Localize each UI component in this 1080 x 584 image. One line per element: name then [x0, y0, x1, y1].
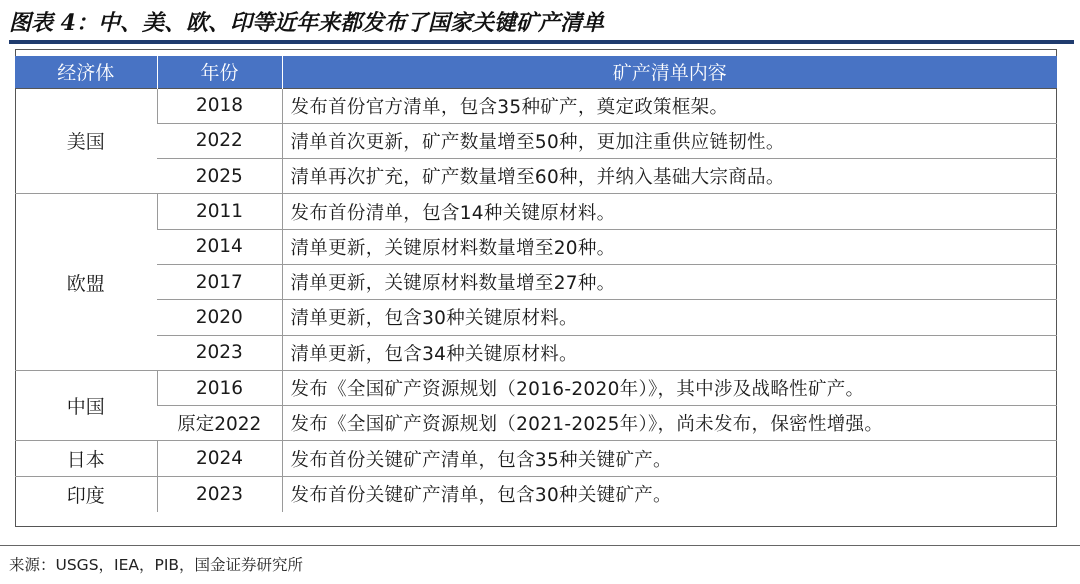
content-cell: 发布首份清单，包含14种关键原材料。 [282, 194, 1057, 229]
year-cell: 2016 [157, 370, 282, 405]
year-cell: 2025 [157, 159, 282, 194]
year-cell: 2024 [157, 441, 282, 476]
table-header-row [15, 56, 1057, 88]
economy-cell-eu: 欧盟 [15, 194, 157, 370]
table-row [15, 476, 1057, 511]
content-cell: 清单更新，关键原材料数量增至20种。 [282, 229, 1057, 264]
table-row [15, 229, 1057, 264]
table-row [15, 88, 1057, 123]
table-row [15, 264, 1057, 299]
title-underline [9, 40, 1074, 44]
economy-cell-china: 中国 [15, 370, 157, 441]
table-row [15, 406, 1057, 441]
mineral-list-table [15, 56, 1057, 512]
year-cell: 原定2022 [157, 406, 282, 441]
table-row [15, 370, 1057, 405]
economy-cell-usa: 美国 [15, 88, 157, 194]
content-cell: 发布首份关键矿产清单，包含30种关键矿产。 [282, 476, 1057, 511]
content-cell: 发布首份官方清单，包含35种矿产，奠定政策框架。 [282, 88, 1057, 123]
economy-cell-india: 印度 [15, 476, 157, 511]
content-cell: 清单更新，包含34种关键原材料。 [282, 335, 1057, 370]
table-row [15, 441, 1057, 476]
figure-title: 图表 4：中、美、欧、印等近年来都发布了国家关键矿产清单 [9, 10, 604, 36]
header-economy: 经济体 [15, 56, 157, 88]
content-cell: 发布《全国矿产资源规划（2016-2020年）》，其中涉及战略性矿产。 [282, 370, 1057, 405]
year-cell: 2023 [157, 335, 282, 370]
year-cell: 2018 [157, 88, 282, 123]
content-cell: 清单更新，关键原材料数量增至27种。 [282, 264, 1057, 299]
year-cell: 2023 [157, 476, 282, 511]
year-cell: 2017 [157, 264, 282, 299]
year-cell: 2020 [157, 300, 282, 335]
header-year: 年份 [157, 56, 282, 88]
table-row [15, 335, 1057, 370]
economy-cell-japan: 日本 [15, 441, 157, 476]
content-cell: 清单首次更新，矿产数量增至50种，更加注重供应链韧性。 [282, 123, 1057, 158]
content-cell: 发布首份关键矿产清单，包含35种关键矿产。 [282, 441, 1057, 476]
content-cell: 清单再次扩充，矿产数量增至60种，并纳入基础大宗商品。 [282, 159, 1057, 194]
header-content: 矿产清单内容 [282, 56, 1057, 88]
footer-divider [0, 545, 1080, 546]
source-note: 来源：USGS，IEA，PIB，国金证券研究所 [9, 556, 304, 574]
content-cell: 清单更新，包含30种关键原材料。 [282, 300, 1057, 335]
year-cell: 2022 [157, 123, 282, 158]
table-row [15, 300, 1057, 335]
content-cell: 发布《全国矿产资源规划（2021-2025年）》，尚未发布，保密性增强。 [282, 406, 1057, 441]
table-row [15, 159, 1057, 194]
table-row [15, 194, 1057, 229]
table-row [15, 123, 1057, 158]
year-cell: 2014 [157, 229, 282, 264]
year-cell: 2011 [157, 194, 282, 229]
